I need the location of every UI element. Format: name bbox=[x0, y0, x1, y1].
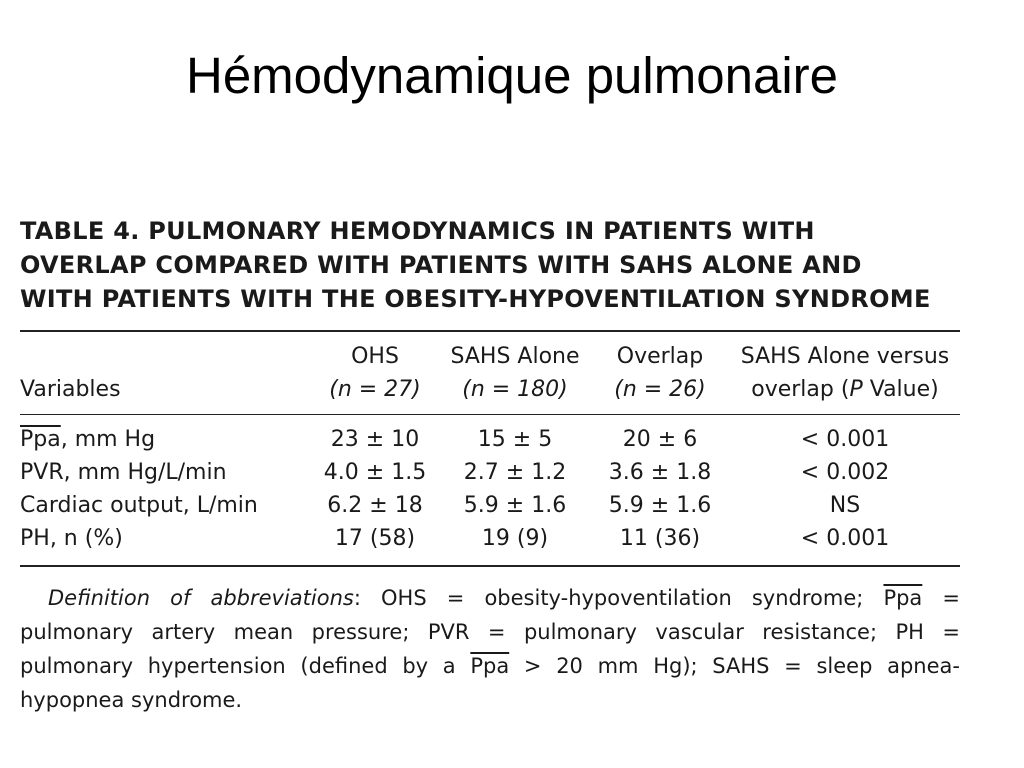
row-variable bbox=[20, 522, 310, 565]
header-row bbox=[20, 332, 960, 414]
header-pvalue-line2-pre: overlap ( bbox=[751, 377, 850, 402]
footnote-label: Definition of abbreviations bbox=[48, 586, 354, 610]
row-variable-unit: , mm Hg bbox=[60, 427, 156, 452]
header-pvalue-p: P bbox=[849, 377, 863, 402]
row-variable-unit: , n (%) bbox=[49, 526, 123, 551]
slide-title: Hémodynamique pulmonaire bbox=[185, 47, 839, 104]
table-bottom-rule bbox=[20, 565, 960, 567]
header-ohs-label: OHS bbox=[351, 344, 399, 369]
table-figure bbox=[20, 214, 960, 717]
row-variable-unit: , mm Hg/L/min bbox=[63, 460, 227, 485]
table-footnote bbox=[20, 581, 960, 717]
header-variables: Variables bbox=[20, 377, 121, 402]
table-row bbox=[20, 522, 960, 565]
header-sahs-n: (n = 180) bbox=[462, 377, 568, 402]
cell-overlap: 3.6 ± 1.8 bbox=[608, 460, 712, 485]
cell-pvalue: < 0.001 bbox=[800, 526, 890, 551]
row-variable-main: PH bbox=[20, 526, 50, 551]
header-pvalue-line2-post: Value) bbox=[862, 377, 939, 402]
cell-overlap: 5.9 ± 1.6 bbox=[608, 493, 712, 518]
header-overlap bbox=[590, 332, 730, 414]
table-header bbox=[20, 332, 960, 415]
footnote-text-1: : OHS = obesity-hypoventilation syndrome; bbox=[353, 586, 884, 610]
header-sahs bbox=[440, 332, 590, 414]
cell-ohs: 23 ± 10 bbox=[330, 427, 420, 452]
footnote-text-3: > 20 mm Hg); SAHS = sleep apnea-hypopnea syndrome. bbox=[20, 654, 960, 712]
cell-pvalue: NS bbox=[829, 493, 861, 518]
header-sahs-label: SAHS Alone bbox=[450, 344, 580, 369]
cell-ohs: 6.2 ± 18 bbox=[327, 493, 423, 518]
header-ohs bbox=[310, 332, 440, 414]
table-row bbox=[20, 415, 960, 456]
table-row bbox=[20, 489, 960, 522]
row-variable-main: Cardiac output bbox=[20, 493, 183, 518]
hemodynamics-table bbox=[20, 332, 960, 565]
header-pvalue-line1: SAHS Alone versus bbox=[740, 344, 950, 369]
row-variable bbox=[20, 456, 310, 489]
footnote-ppa-1: $\overline{Ppa}$ bbox=[883, 586, 923, 610]
header-ohs-n: (n = 27) bbox=[329, 377, 421, 402]
footnote-text-2: = pulmonary artery mean pressure; PVR = pulmonary vascular resistance; PH = pulmonary hypertension (defined by a bbox=[20, 586, 961, 678]
cell-sahs: 19 (9) bbox=[481, 526, 549, 551]
table-row bbox=[20, 456, 960, 489]
cell-overlap: 11 (36) bbox=[619, 526, 701, 551]
cell-ohs: 17 (58) bbox=[334, 526, 416, 551]
cell-sahs: 5.9 ± 1.6 bbox=[463, 493, 567, 518]
header-overlap-n: (n = 26) bbox=[614, 377, 706, 402]
row-variable bbox=[20, 415, 310, 456]
cell-pvalue: < 0.001 bbox=[800, 427, 890, 452]
cell-sahs: 2.7 ± 1.2 bbox=[463, 460, 567, 485]
header-overlap-label: Overlap bbox=[616, 344, 704, 369]
header-pvalue bbox=[730, 332, 960, 414]
footnote-ppa-2: $\overline{Ppa}$ bbox=[470, 654, 510, 678]
table-caption: TABLE 4. PULMONARY HEMODYNAMICS IN PATIENTS WITH OVERLAP COMPARED WITH PATIENTS WITH SAHS ALONE AND WITH PATIENTS WITH THE OBESITY-HYPOVENTILATION SYNDROME bbox=[20, 217, 931, 313]
row-variable-main: PVR bbox=[20, 460, 64, 485]
cell-overlap: 20 ± 6 bbox=[622, 427, 698, 452]
row-variable-unit: , L/min bbox=[182, 493, 258, 518]
row-variable bbox=[20, 489, 310, 522]
cell-pvalue: < 0.002 bbox=[800, 460, 890, 485]
table-body bbox=[20, 415, 960, 565]
cell-sahs: 15 ± 5 bbox=[477, 427, 553, 452]
cell-ohs: 4.0 ± 1.5 bbox=[323, 460, 427, 485]
row-variable-main: $\overline{Ppa}$ bbox=[20, 427, 61, 452]
